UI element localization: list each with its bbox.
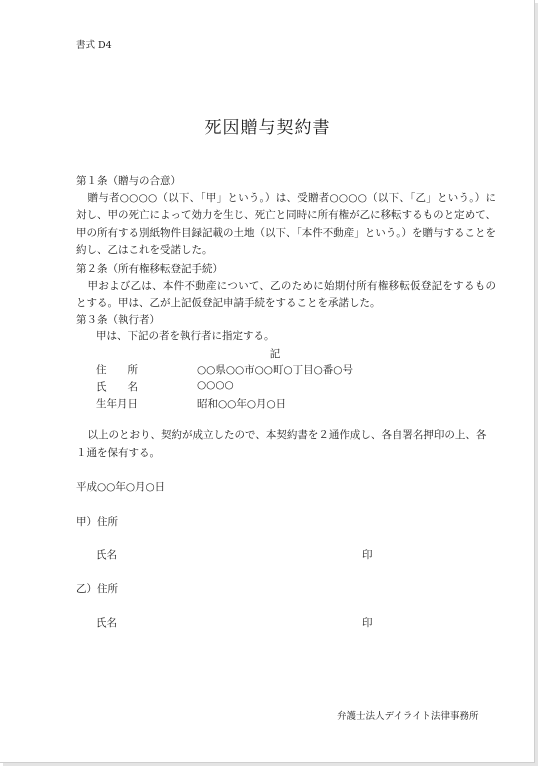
article1-body: 贈与者○○○○（以下、「甲」という。）は、受贈者○○○○（以下、「乙」という。）に対し、甲の死亡によって効力を生じ、死亡と同時に所有権が乙に移転するものと定めて、甲の所有する別紙物件目録記載の土地（以下、「本件不動産」という。）を贈与することを約し、乙はこれを受諾した。 [76,192,496,257]
executor-address-label: 住 所 [96,364,138,376]
executor-address-value: ○○県○○市○○町○丁目○番○号 [197,364,353,376]
party-a-seal: 印 [362,549,373,561]
form-label: 書式 D4 [76,40,112,51]
article2-body: 甲および乙は、本件不動産について、乙のために始期付所有権移転仮登記をするものとする。甲は、乙が上記仮登記申請手続をすることを承諾した。 [76,280,496,310]
executor-birth-label: 生年月日 [96,398,138,410]
article1-heading: 第１条（贈与の合意） [76,175,181,187]
party-b-name-label: 氏名 [96,617,117,629]
law-firm-footer: 弁護士法人デイライト法律事務所 [337,711,479,722]
article3-heading: 第３条（執行者） [76,314,160,326]
executor-name-label: 氏 名 [96,381,138,393]
party-a-name-label: 氏名 [96,549,117,561]
article3-body: 甲は、下記の者を執行者に指定する。 [96,330,275,342]
article2-heading: 第２条（所有権移転登記手続） [76,263,223,275]
ki-heading: 記 [269,348,281,360]
contract-date: 平成○○年○月○日 [76,481,166,493]
closing-paragraph: 以上のとおり、契約が成立したので、本契約書を２通作成し、各自署名押印の上、各１通を保有する。 [76,429,487,459]
executor-name-value: ○○○○ [197,379,234,391]
party-b-address-label: 乙）住所 [76,583,118,595]
party-b-seal: 印 [362,617,373,629]
executor-birth-value: 昭和○○年○月○日 [197,398,287,410]
party-a-address-label: 甲）住所 [76,516,118,528]
document-title: 死因贈与契約書 [204,118,331,138]
